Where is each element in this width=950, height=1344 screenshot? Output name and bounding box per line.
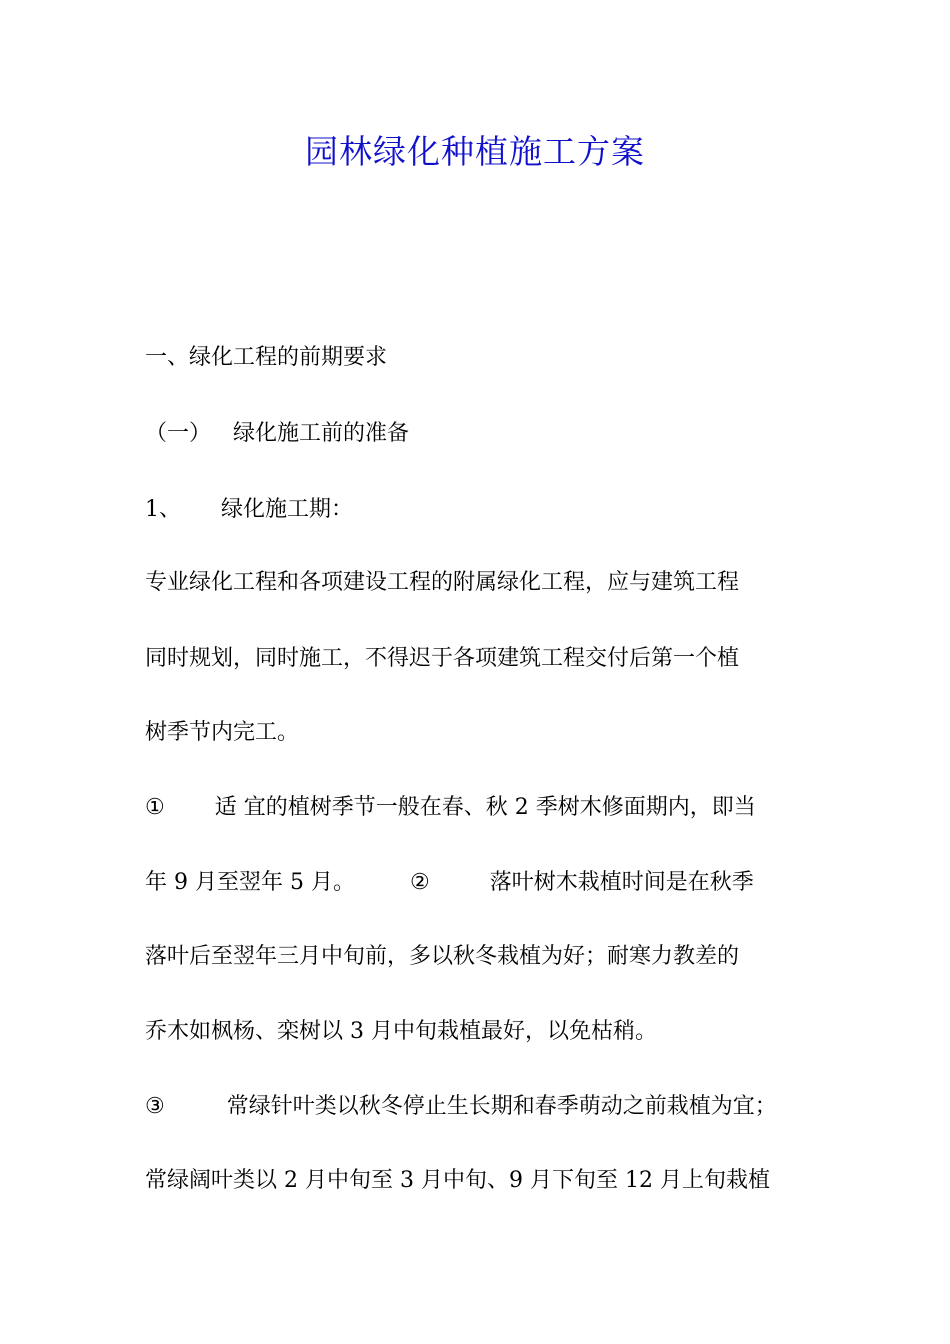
document-title: 园林绿化种植施工方案 (305, 132, 645, 171)
section-heading: 一、绿化工程的前期要求 (145, 345, 388, 370)
point-3-marker: ③ (145, 1094, 165, 1119)
paragraph-line: 同时规划，同时施工，不得迟于各项建筑工程交付后第一个植 (145, 646, 740, 671)
paragraph-line: 落叶后至翌年三月中旬前，多以秋冬栽植为好；耐寒力教差的 (145, 944, 740, 969)
point-1-marker: ① (145, 795, 165, 820)
subsection-heading (145, 414, 835, 454)
point-3-line (145, 1087, 835, 1127)
item-title: 绿化施工期： (221, 497, 354, 522)
point-1-2-line (145, 863, 835, 903)
point-1-text: 适 宜的植树季节一般在春、秋 2 季树木修面期内，即当 (214, 795, 756, 820)
point-1-line (145, 788, 835, 828)
paragraph-line: 乔木如枫杨、栾树以 3 月中旬栽植最好，以免枯稍。 (145, 1019, 657, 1044)
paragraph-line: 专业绿化工程和各项建设工程的附属绿化工程，应与建筑工程 (145, 570, 740, 595)
point-3-text: 常绿针叶类以秋冬停止生长期和春季萌动之前栽植为宜； (226, 1094, 777, 1119)
item-number: 1、 (145, 497, 181, 522)
subsection-title: 绿化施工前的准备 (233, 421, 410, 446)
paragraph-line: 树季节内完工。 (145, 720, 300, 745)
subsection-number: （一） (145, 421, 212, 446)
point-2-text: 落叶树木栽植时间是在秋季 (489, 870, 754, 895)
point-1-text-end: 年 9 月至翌年 5 月。 (145, 870, 355, 895)
paragraph-line: 常绿阔叶类以 2 月中旬至 3 月中旬、9 月下旬至 12 月上旬栽植 (145, 1168, 770, 1193)
item-heading (145, 490, 835, 530)
point-2-marker: ② (409, 870, 430, 895)
